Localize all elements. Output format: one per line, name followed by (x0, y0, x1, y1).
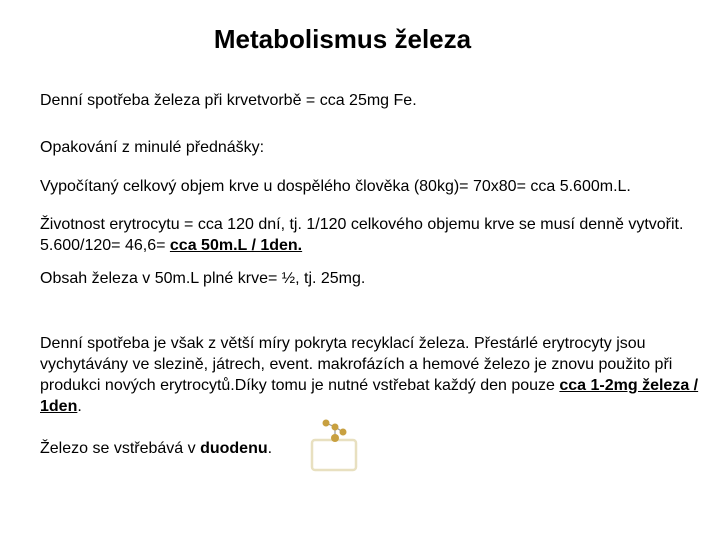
erythrocyte-lifespan-text (40, 214, 710, 256)
iron-daily-intake: cca 1-2mg železa / 1den (40, 377, 699, 415)
iron-absorption-body: Železo se vstřebává v (40, 440, 201, 457)
daily-consumption-text: Denní spotřeba železa při krvetvorbě = cca 25mg Fe. (40, 92, 417, 109)
iron-content-text: Obsah železa v 50m.L plné krve= ½, tj. 25mg. (40, 270, 366, 287)
iron-absorption-tail: . (267, 440, 273, 457)
iron-recycling-tail: . (77, 398, 82, 415)
molecule-on-frame-icon (309, 418, 359, 472)
erythrocyte-daily-volume: cca 50m.L / 1den. (169, 237, 303, 254)
blood-volume-text: Vypočítaný celkový objem krve u dospělého člověka (80kg)= 70x80= cca 5.600m.L. (40, 178, 631, 195)
page-title: Metabolismus železa (213, 24, 472, 54)
repetition-heading: Opakování z minulé přednášky: (40, 139, 265, 156)
iron-recycling-body: Denní spotřeba je však z větší míry pokryta recyklací železa. Přestárlé erytrocyty jsou vychytávány ve slezině, játrech, event. makrofázích a hemové železo je znovu použito při produkci nových erytrocytů.Díky tomu je nutné vstřebat každý den pouze (40, 335, 673, 394)
iron-absorption-text (40, 438, 710, 459)
iron-recycling-text (40, 333, 710, 417)
duodenum-term: duodenu (200, 440, 268, 457)
erythrocyte-lifespan-body: Životnost erytrocytu = cca 120 dní, tj. 1/120 celkového objemu krve se musí denně vytvořit. 5.600/120= 46,6= (40, 216, 684, 254)
